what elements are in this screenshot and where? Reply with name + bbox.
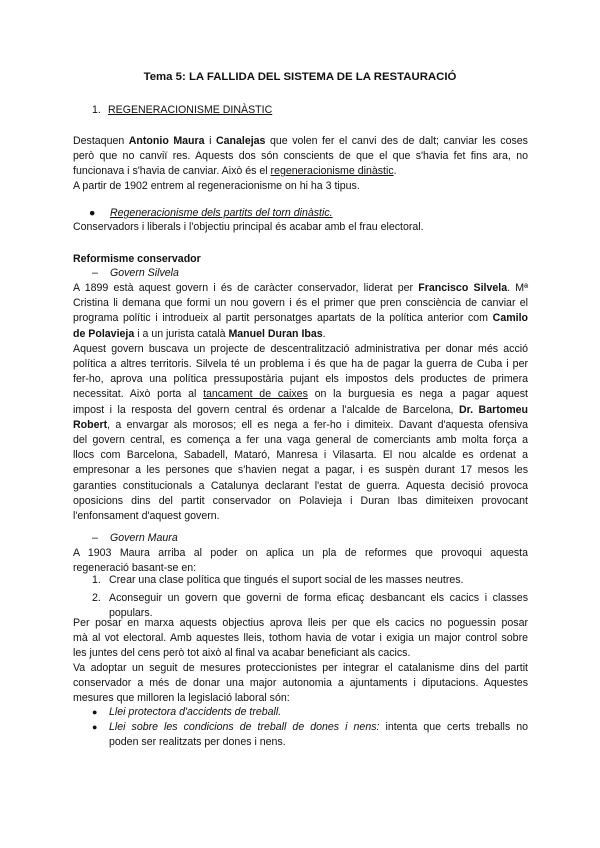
text-line: empresonar a les persones que s'havien negat a pagar, i es suspèn durant 17 mesos les [73,464,528,477]
text-line: Conservadors i liberals i l'objectiu principal és acabar amb el frau electoral. [73,221,424,233]
text-line: Robert, a envargar als morosos; ell es nega a fer-ho i dimiteix. Davant d'aquesta ofensiva [73,418,528,431]
silvela-paragraph [73,281,528,524]
text-line: regeneració basant-se en: [73,562,197,574]
page-title: Tema 5: LA FALLIDA DEL SISTEMA DE LA RESTAURACIÓ [143,71,457,83]
dash-marker: – [92,267,98,279]
bullet-marker: ● [89,207,96,219]
text-line: A 1899 està aquest govern i és de caràcter conservador, liderat per Francisco Silvela. Mª [73,282,528,294]
text-line: Per posar en marxa aquests objectius aprova lleis per que els cacics no poguessin posar [73,617,528,629]
section-title: REGENERACIONISME DINÀSTIC [108,104,273,116]
text-line: oposicions dins del partit conservador on Polavieja i Duran Ibas dimiteixen provocant [73,494,528,507]
text-line: de Polavieja i a un jurista català Manuel Duran Ibas. [73,327,326,340]
text-line: necessitat. Això porta al tancament de caixes on la burguesia es nega a pagar aquest [73,388,529,401]
text-line: mà al vot electoral. Amb aquestes lleis, tothom havia de votar i exigia un major control sobre [73,632,528,644]
list-item: ● Llei sobre les condicions de treball de dones i nens: intenta que certs treballs no poden ser realitzats per dones i nens. [92,721,528,748]
text-line: Destaquen Antonio Maura i Canalejas que volen fer el canvi des de dalt; canviar les coses [73,135,528,147]
text-line: Cristina li demana que formi un nou govern i és el primer que pren consciència de canviar el [73,297,528,310]
text-line: Aquest govern buscava un projecte de descentralització administrativa per donar més acció [73,342,528,355]
text-line: mesures que milloren la legislació laboral són: [73,692,290,704]
list-item: 2. Aconseguir un govern que governi de forma eficaç desbancant els cacics i classes populars. [92,592,528,619]
text-line: política a altres territoris. Silvela té un problema i és que ha de pagar la guerra de Cuba i per [73,358,528,371]
list-item: ● Llei protectora d'accidents de treball. [92,706,282,718]
maura-paragraph-2 [73,616,528,706]
dash-marker: – [92,532,98,544]
text-line: programa polític i introdueix al partit personatges apartats de la política anterior com Camilo [73,312,528,325]
text-line: conservador a més de donar una major autonomia a ajuntaments i diputacions. Aquestes [73,677,528,689]
bullet-text: Regeneracionisme dels partits del torn dinàstic. [110,207,333,219]
text-line: Va adoptar un seguit de mesures proteccionistes per integrar el catalanisme dins del partit [73,662,528,674]
list-item: 1. Crear una clase política que tingués el suport social de les masses neutres. [92,574,464,586]
laws-list [92,705,528,750]
bullet-description [73,220,528,235]
text-line: l'enfonsament d'aquest govern. [73,510,220,523]
text-line: A partir de 1902 entrem al regeneracionisme on hi ha 3 tipus. [73,180,360,192]
text-line: A 1903 Maura arriba al poder on aplica un pla de reformes que provoqui aquesta [73,547,528,559]
text-line: funcionava i s'havia de canviar. Això és el regeneracionisme dinàstic. [73,165,397,177]
subsection-label: Govern Silvela [110,267,179,279]
text-line: però que no canviï res. Aquests dos són conscients de que el que s'havia fet fins ara, no [73,150,528,162]
text-line: les juntes del cens però tot això al final va acabar beneficiant als cacics. [73,647,411,659]
text-line: llocs com Barcelona, Sabadell, Mataró, Manresa i Vilasarta. El nou alcalde es ordenat a [73,449,528,462]
reform-list [92,573,528,621]
subheading-reformisme: Reformisme conservador [73,253,201,265]
text-line: del govern central, es comença a fer una vaga general de comerciants amb molta força a [73,434,528,447]
text-line: garanties constitucionals a Catalunya declarant l'estat de guerra. Aquesta decisió provoca [73,479,528,492]
section-number: 1. [92,104,101,116]
maura-paragraph [73,546,528,576]
text-line: fer-ho, aprova una política pressupostària pujant els impostos dels productes de primera [73,373,528,386]
section-heading [92,103,272,118]
subsection-label: Govern Maura [110,532,178,544]
intro-paragraph [73,134,528,194]
text-line: impost i la resposta del govern central és ordenar a l'alcalde de Barcelona, Dr. Bartomeu [73,403,528,416]
